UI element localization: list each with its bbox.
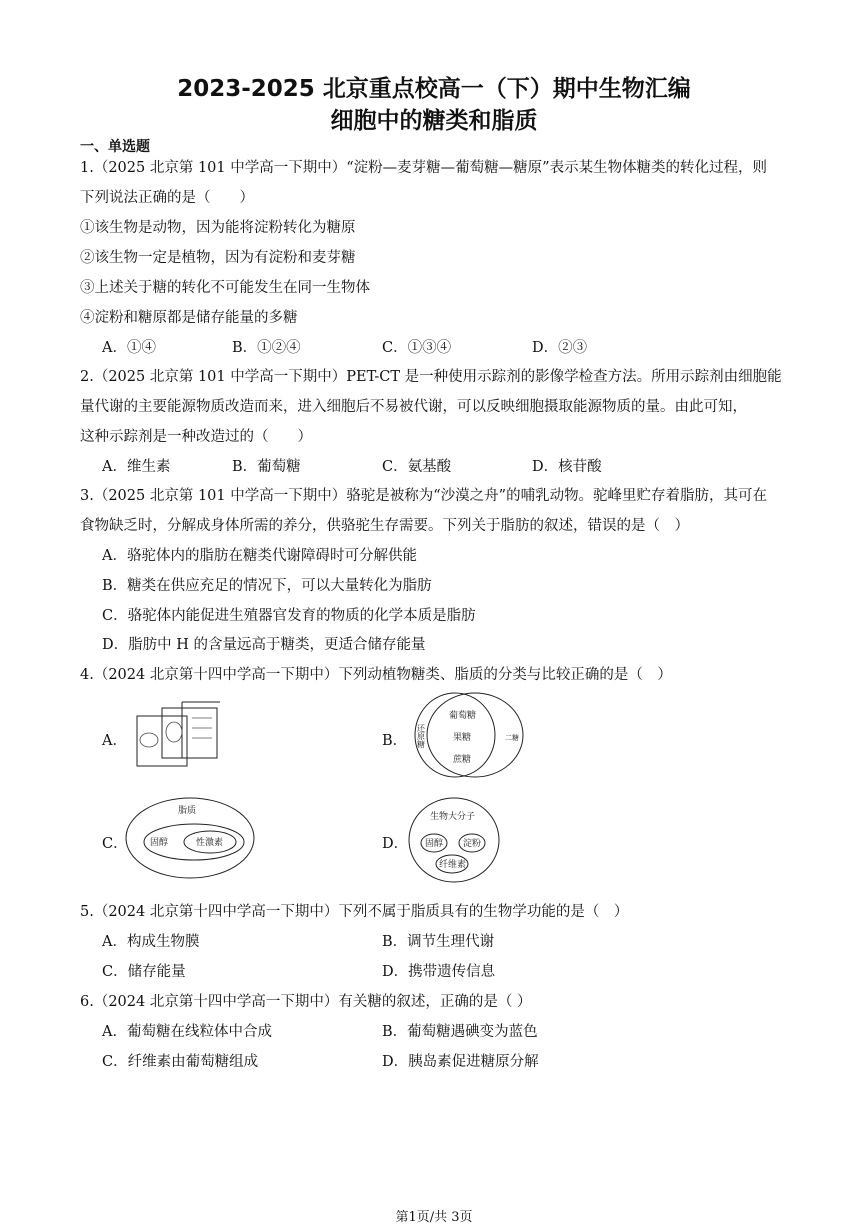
q2-option-c[interactable]: C．氨基酸 <box>382 459 452 475</box>
fig-b-center-1: 葡萄糖 <box>449 711 477 721</box>
q2-option-a[interactable]: A．维生素 <box>102 459 171 475</box>
q4-option-d[interactable]: D． <box>382 836 409 852</box>
q1-statement-3: ③上述关于糖的转化不可能发生在同一生物体 <box>80 280 370 296</box>
q1-statement-2: ②该生物一定是植物，因为有淀粉和麦芽糖 <box>80 250 356 266</box>
q5-option-b[interactable]: B．调节生理代谢 <box>382 934 495 950</box>
q3-option-a[interactable]: A．骆驼体内的脂肪在糖类代谢障碍时可分解供能 <box>102 548 417 564</box>
page-title: 2023-2025 北京重点校高一（下）期中生物汇编 <box>177 76 691 102</box>
fig-d-outer-label: 生物大分子 <box>430 812 476 822</box>
q1-option-d[interactable]: D．②③ <box>532 340 588 356</box>
q6-option-a[interactable]: A．葡萄糖在线粒体中合成 <box>102 1024 272 1040</box>
q5-option-a[interactable]: A．构成生物膜 <box>102 934 200 950</box>
fig-b-left-label: 还原糖 <box>416 724 426 748</box>
q5-option-c[interactable]: C．储存能量 <box>102 964 186 980</box>
q4-option-b[interactable]: B． <box>382 733 408 749</box>
fig-c-outer-label: 脂质 <box>178 806 197 816</box>
q1-stem-line2: 下列说法正确的是（ ） <box>80 190 254 206</box>
q4-figure-c <box>122 795 258 881</box>
q1-stem-line1: 1.（2025 北京第 101 中学高一下期中）“淀粉—麦芽糖—葡萄糖—糖原”表示某生物体糖类的转化过程，则 <box>80 160 768 176</box>
q1-option-c[interactable]: C．①③④ <box>382 340 452 356</box>
q6-option-c[interactable]: C．纤维素由葡萄糖组成 <box>102 1054 259 1070</box>
q4-figure-d <box>404 794 504 886</box>
fig-d-a-label: 固醇 <box>425 839 444 849</box>
q1-statement-4: ④淀粉和糖原都是储存能量的多糖 <box>80 310 298 326</box>
q6-stem: 6.（2024 北京第十四中学高一下期中）有关糖的叙述，正确的是（ ） <box>80 994 532 1010</box>
q1-option-a[interactable]: A．①④ <box>102 340 156 356</box>
q2-stem-line2: 量代谢的主要能源物质改造而来，进入细胞后不易被代谢，可以反映细胞摄取能源物质的量。由此可知， <box>80 399 747 415</box>
q6-option-d[interactable]: D．胰岛素促进糖原分解 <box>382 1054 539 1070</box>
q4-figure-a <box>132 700 228 770</box>
q3-stem-line1: 3.（2025 北京第 101 中学高一下期中）骆驼是被称为“沙漠之舟”的哺乳动物。驼峰里贮存着脂肪，其可在 <box>80 488 768 504</box>
q2-stem-line1: 2.（2025 北京第 101 中学高一下期中）PET-CT 是一种使用示踪剂的影像学检查方法。所用示踪剂由细胞能 <box>80 369 782 385</box>
q1-statement-1: ①该生物是动物，因为能将淀粉转化为糖原 <box>80 220 356 236</box>
section-heading: 一、单选题 <box>80 139 150 155</box>
page-subtitle: 细胞中的糖类和脂质 <box>330 108 538 134</box>
q5-stem: 5.（2024 北京第十四中学高一下期中）下列不属于脂质具有的生物学功能的是（ ） <box>80 904 629 920</box>
fig-b-right-label: 二糖 <box>505 734 519 742</box>
q1-option-b[interactable]: B．①②④ <box>232 340 301 356</box>
fig-b-center-2: 果糖 <box>453 733 472 743</box>
q3-stem-line2: 食物缺乏时，分解成身体所需的养分，供骆驼生存需要。下列关于脂肪的叙述，错误的是（ ） <box>80 518 689 534</box>
q3-option-c[interactable]: C．骆驼体内能促进生殖器官发育的物质的化学本质是脂肪 <box>102 608 476 624</box>
q2-stem-line3: 这种示踪剂是一种改造过的（ ） <box>80 429 312 445</box>
fig-d-b-label: 淀粉 <box>463 839 482 849</box>
fig-d-c-label: 纤维素 <box>439 860 467 870</box>
q4-stem: 4.（2024 北京第十四中学高一下期中）下列动植物糖类、脂质的分类与比较正确的是（ ） <box>80 667 672 683</box>
q4-option-a[interactable]: A． <box>102 733 127 749</box>
fig-c-inner-label: 性激素 <box>196 838 224 848</box>
fig-c-left-label: 固醇 <box>150 838 169 848</box>
q3-option-b[interactable]: B．糖类在供应充足的情况下，可以大量转化为脂肪 <box>102 578 432 594</box>
q6-option-b[interactable]: B．葡萄糖遇碘变为蓝色 <box>382 1024 538 1040</box>
q4-figure-b <box>405 690 540 780</box>
fig-b-center-3: 蔗糖 <box>453 755 472 765</box>
q5-option-d[interactable]: D．携带遗传信息 <box>382 964 496 980</box>
q3-option-d[interactable]: D．脂肪中 H 的含量远高于糖类，更适合储存能量 <box>102 637 426 653</box>
q2-option-d[interactable]: D．核苷酸 <box>532 459 602 475</box>
page-footer: 第1页/共 3页 <box>395 1210 473 1225</box>
q2-option-b[interactable]: B．葡萄糖 <box>232 459 301 475</box>
q4-option-c[interactable]: C． <box>102 836 128 852</box>
